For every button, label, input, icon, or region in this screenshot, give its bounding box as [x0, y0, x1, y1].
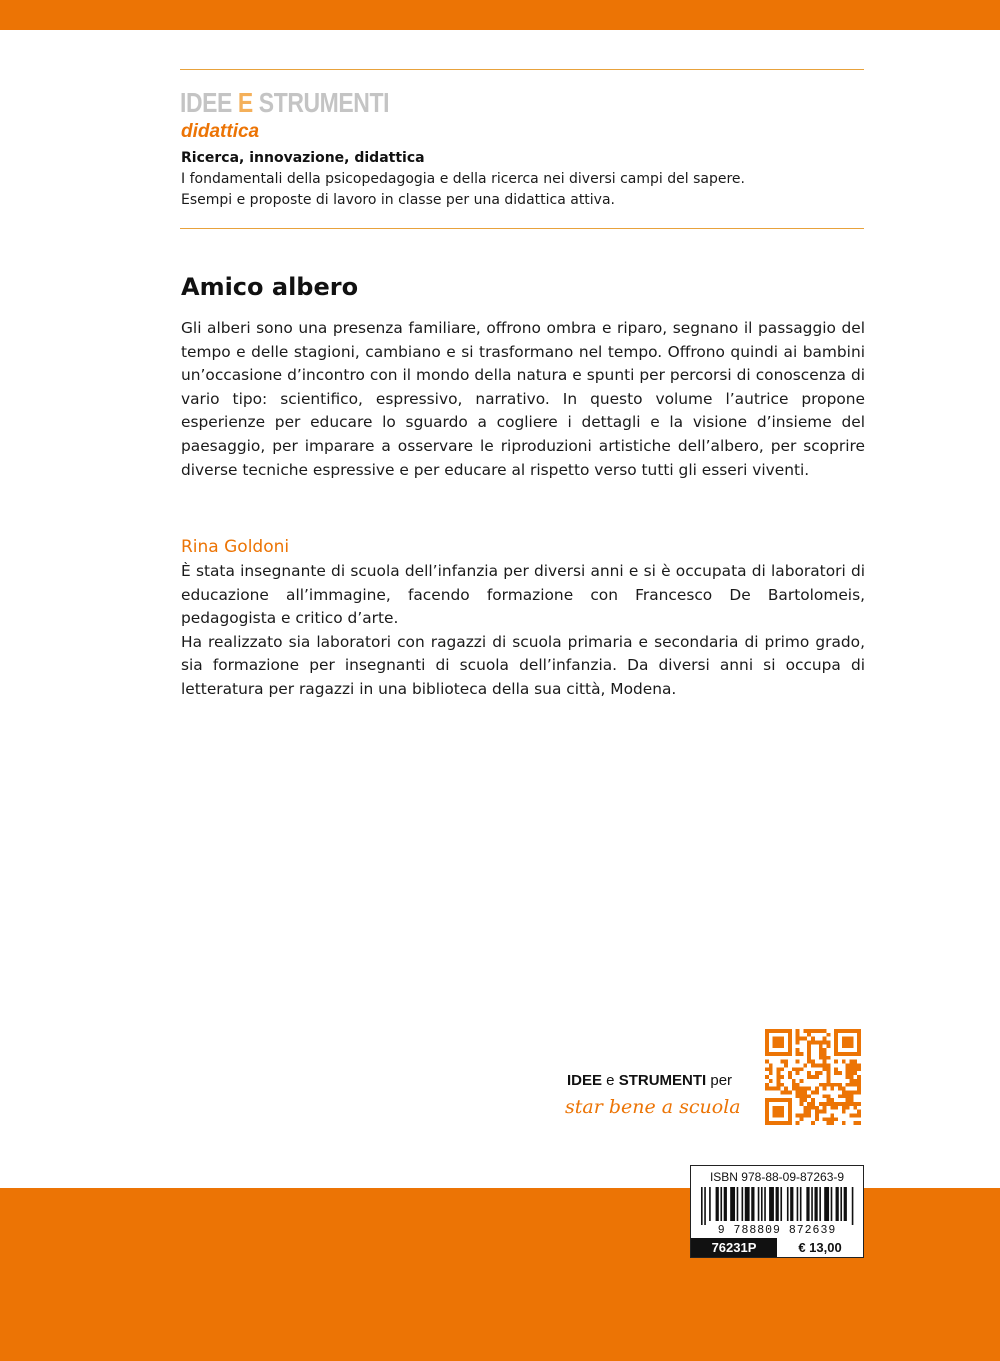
brand-per: per	[706, 1072, 733, 1089]
author-bio-paragraph-1: È stata insegnante di scuola dell’infanzia per diversi anni e si è occupata di laboratori di educazione all’immagine, facendo formazione con Francesco De Bartolomeis, pedagogista e critico d’arte.	[181, 562, 865, 628]
isbn-label: ISBN 978-88-09-87263-9	[709, 1170, 845, 1184]
author-name: Rina Goldoni	[181, 537, 290, 557]
divider-top	[180, 69, 864, 70]
qr-code-icon	[765, 1029, 861, 1125]
series-brand-line	[567, 1071, 732, 1091]
series-description: I fondamentali della psicopedagogia e della ricerca nei diversi campi del sapere. Esempi e proposte di lavoro in classe per una didattica attiva.	[181, 171, 745, 208]
isbn-box	[690, 1165, 864, 1258]
barcode-icon	[701, 1187, 855, 1225]
brand-strumenti: STRUMENTI	[618, 1072, 707, 1089]
series-logo-e: E	[237, 87, 253, 118]
series-logo-strumenti: STRUMENTI	[252, 87, 390, 118]
book-title: Amico albero	[181, 273, 359, 301]
barcode-digits: 9 788809 872639	[717, 1224, 837, 1237]
author-bio	[181, 560, 865, 702]
series-logo-idee: IDEE	[180, 87, 238, 118]
divider-series	[180, 228, 864, 229]
brand-e: e	[602, 1072, 619, 1089]
series-heading: Ricerca, innovazione, didattica	[181, 150, 425, 166]
series-logo	[180, 86, 389, 120]
series-tagline: star bene a scuola	[565, 1096, 741, 1118]
product-code: 76231P	[691, 1238, 777, 1257]
price: € 13,00	[777, 1238, 863, 1257]
brand-idee: IDEE	[567, 1072, 603, 1089]
isbn-footer	[691, 1238, 863, 1257]
series-subtitle: didattica	[181, 121, 260, 142]
author-bio-paragraph-2: Ha realizzato sia laboratori con ragazzi di scuola primaria e secondaria di primo grado, sia formazione per insegnanti di scuola dell’infanzia. Da diversi anni si occupa di letteratura per ragazzi in una biblioteca della sua città, Modena.	[181, 632, 865, 698]
book-blurb: Gli alberi sono una presenza familiare, offrono ombra e riparo, segnano il passaggio del tempo e delle stagioni, cambiano e si trasformano nel tempo. Offrono quindi ai bambini un’occasione d’incontro con il mondo della natura e spunti per percorsi di conoscenza di vario tipo: scientifico, espressivo, narrativo. In questo volume l’autrice propone esperienze per educare lo sguardo a cogliere i dettagli e la visione d’insieme del paesaggio, per imparare a osservare le riproduzioni artistiche dell’albero, per scoprire diverse tecniche espressive e per educare al rispetto verso tutti gli esseri viventi.	[181, 319, 865, 479]
top-color-bar	[0, 0, 1000, 30]
